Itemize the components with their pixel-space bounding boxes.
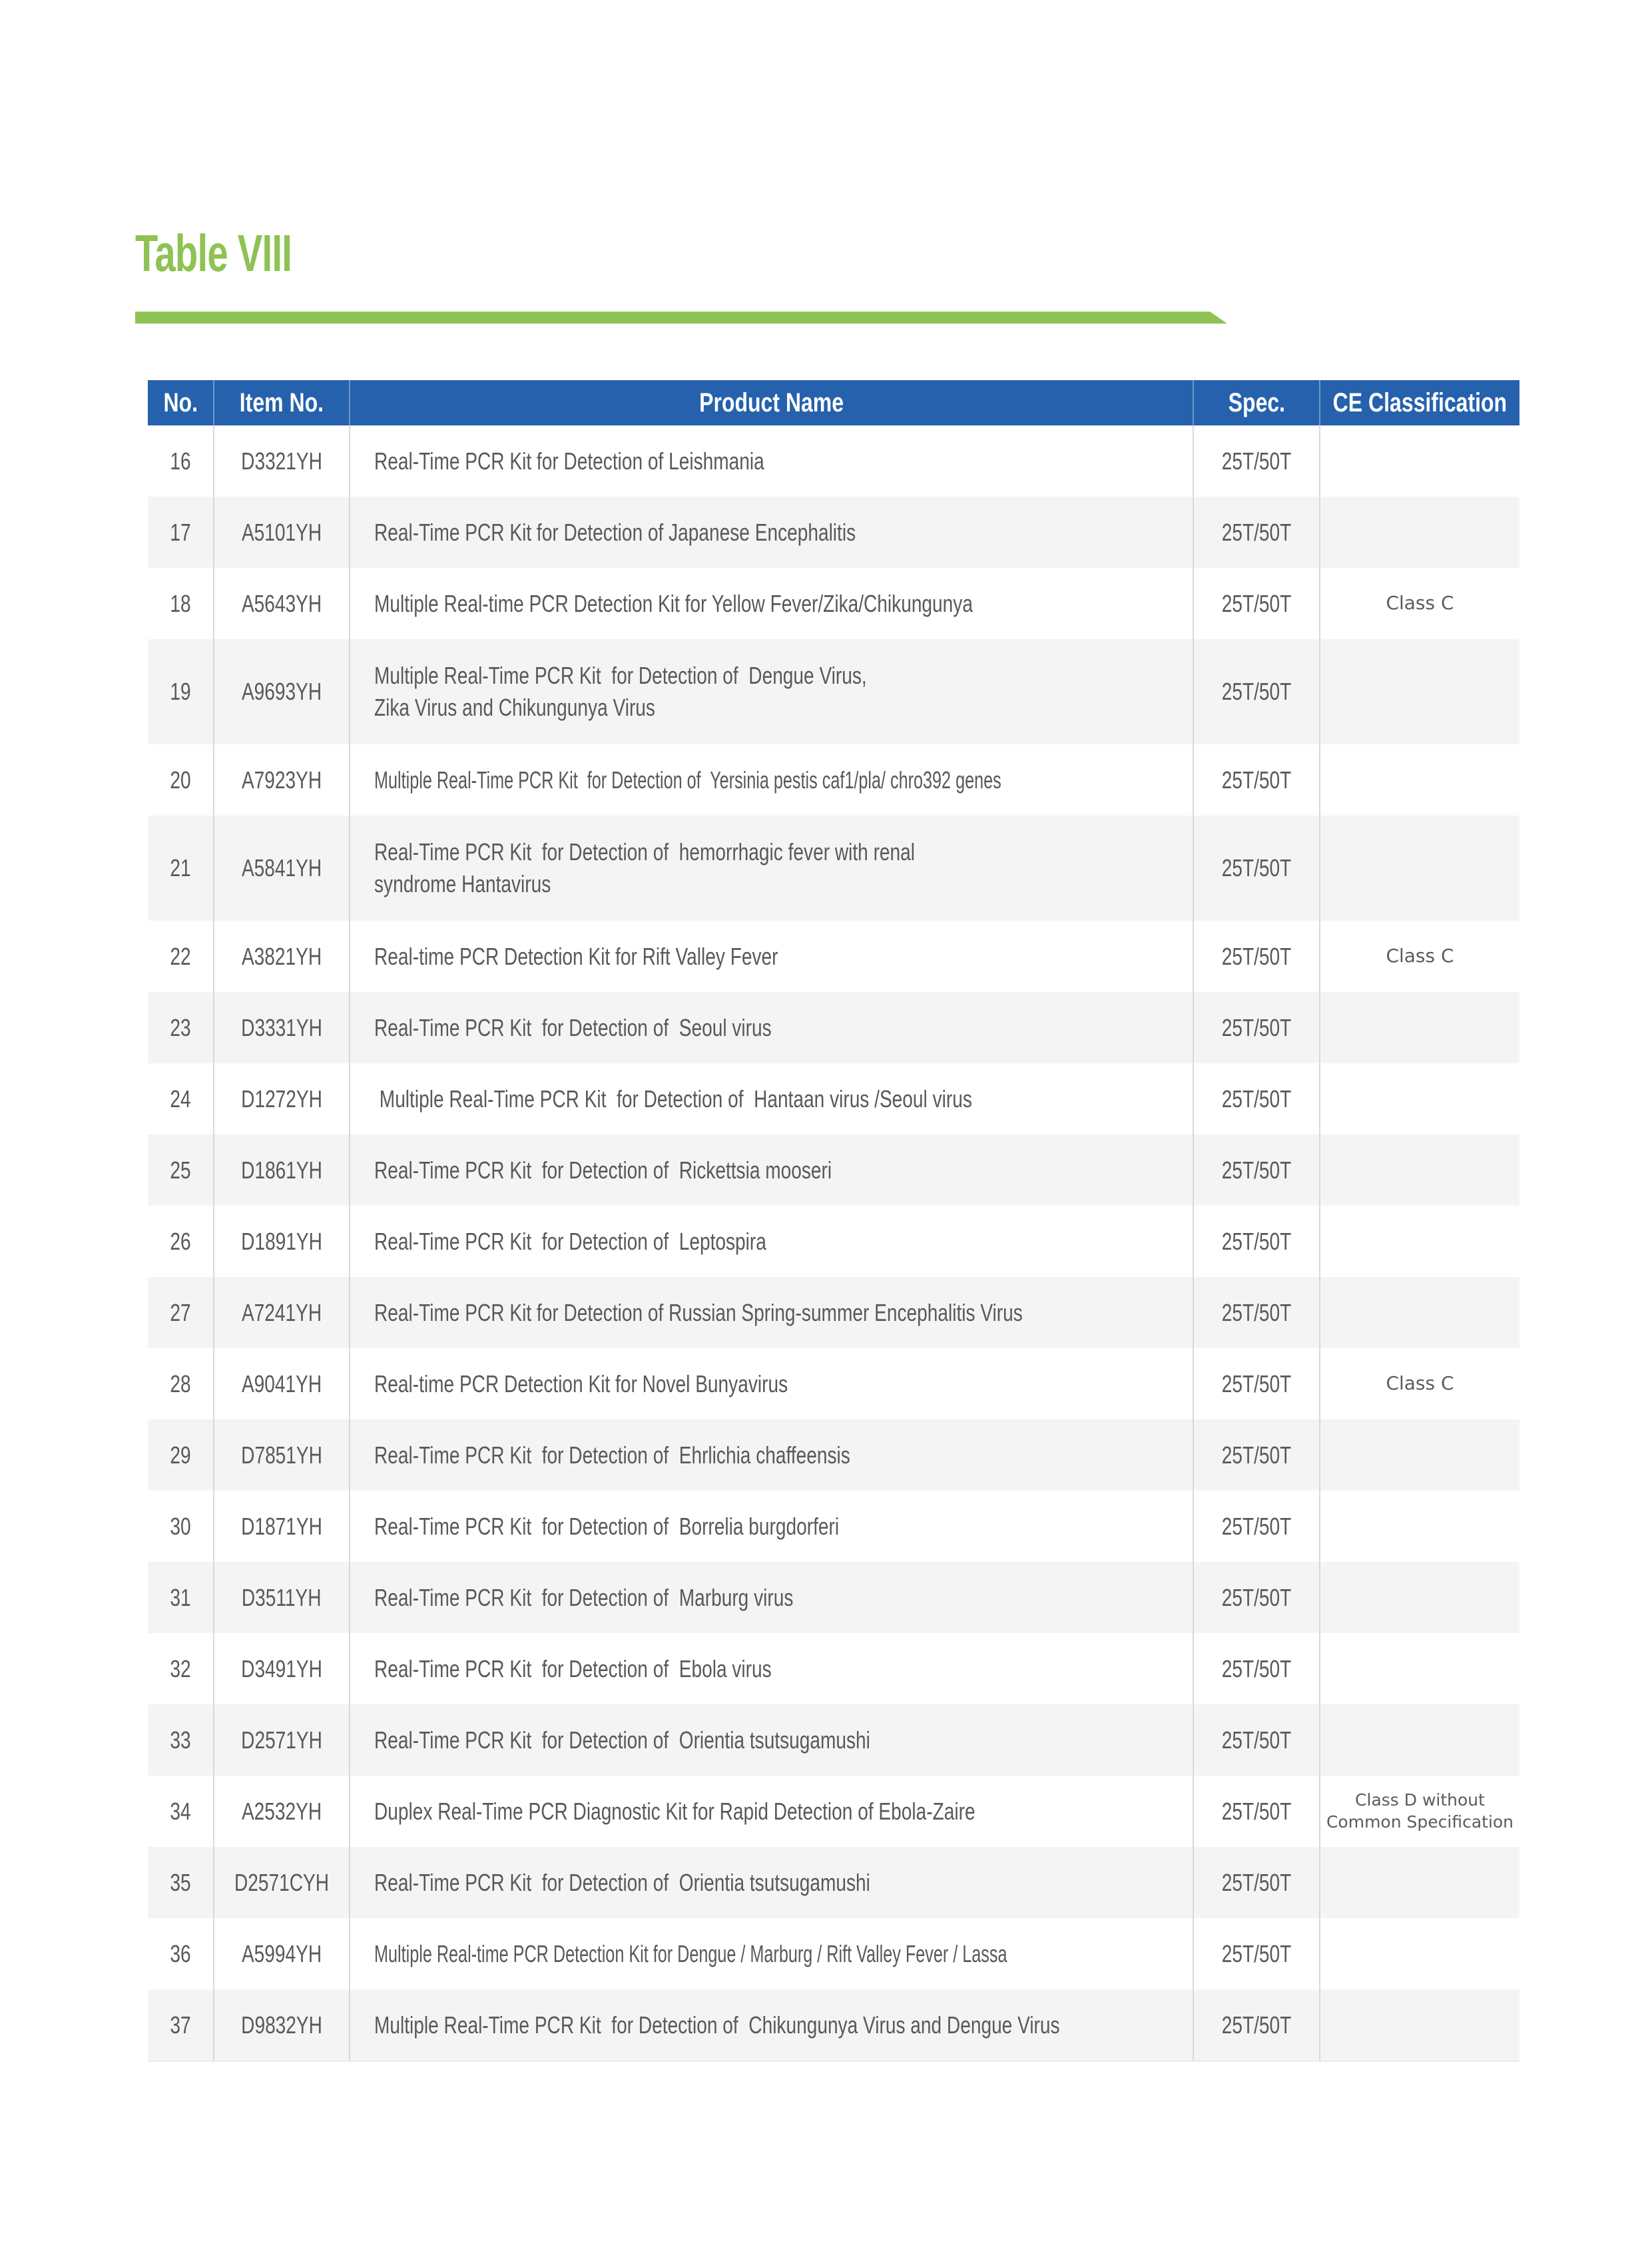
table-row: [148, 1206, 1519, 1277]
cell-item-no: D1272YH: [213, 1063, 349, 1134]
cell-ce-classification: [1319, 497, 1519, 568]
cell-item-no: D2571YH: [213, 1704, 349, 1776]
cell-no: 23: [170, 1013, 191, 1041]
cell-product-name: Multiple Real-Time PCR Kit for Detection of Hantaan virus /Seoul virus: [349, 1063, 1193, 1134]
cell-spec: 25T/50T: [1193, 1063, 1319, 1134]
cell-no: 18: [170, 589, 191, 617]
cell-ce-classification: [1319, 1134, 1519, 1206]
cell-item-no: A7923YH: [213, 744, 349, 816]
cell-item-no: D1861YH: [213, 1134, 349, 1206]
table-header-row: [148, 380, 1519, 425]
products-table: [148, 380, 1519, 2062]
table-row: [148, 1419, 1519, 1491]
table-row: [148, 1063, 1519, 1134]
table-row: [148, 1562, 1519, 1633]
cell-ce-classification: [1319, 1063, 1519, 1134]
table-row: [148, 425, 1519, 497]
cell-no: 25: [170, 1156, 191, 1184]
cell-spec: 25T/50T: [1193, 1989, 1319, 2061]
cell-product-name: Real-Time PCR Kit for Detection of Seoul virus: [349, 992, 1193, 1063]
cell-ce-classification: [1319, 1918, 1519, 1989]
cell-no: 35: [170, 1868, 191, 1896]
table-row: [148, 816, 1519, 921]
table-row: [148, 1918, 1519, 1989]
cell-product-name: Real-Time PCR Kit for Detection of Leishmania: [349, 425, 1193, 497]
cell-ce-classification: [1319, 1277, 1519, 1348]
cell-spec: 25T/50T: [1193, 1348, 1319, 1419]
cell-product-name: Real-Time PCR Kit for Detection of Orientia tsutsugamushi: [349, 1704, 1193, 1776]
cell-product-name: Multiple Real-Time PCR Kit for Detection of Yersinia pestis caf1/pla/ chro392 genes: [349, 744, 1193, 816]
cell-spec: 25T/50T: [1193, 1847, 1319, 1918]
cell-product-name: Duplex Real-Time PCR Diagnostic Kit for Rapid Detection of Ebola-Zaire: [349, 1776, 1193, 1847]
header-ce-classification-label: CE Classification: [1332, 387, 1508, 417]
cell-ce-classification: Class C: [1319, 1348, 1519, 1419]
table-row: [148, 639, 1519, 744]
cell-spec: 25T/50T: [1193, 1562, 1319, 1633]
header-spec-label: Spec.: [1228, 387, 1285, 417]
cell-ce-classification: [1319, 1847, 1519, 1918]
cell-ce-classification: [1319, 1989, 1519, 2061]
cell-ce-classification: [1319, 1562, 1519, 1633]
cell-product-name: Real-Time PCR Kit for Detection of Russian Spring-summer Encephalitis Virus: [349, 1277, 1193, 1348]
table-row: [148, 1847, 1519, 1918]
header-product-name-label: Product Name: [699, 387, 844, 417]
cell-ce-classification: [1319, 1633, 1519, 1704]
cell-product-name: Multiple Real-Time PCR Kit for Detection of Dengue Virus, Zika Virus and Chikungunya Virus: [349, 639, 1193, 744]
cell-item-no: D3491YH: [213, 1633, 349, 1704]
cell-item-no: A5643YH: [213, 568, 349, 639]
cell-spec: 25T/50T: [1193, 497, 1319, 568]
table-body: [148, 425, 1519, 2062]
cell-product-name: Real-Time PCR Kit for Detection of Ebola virus: [349, 1633, 1193, 1704]
cell-no: 37: [170, 2011, 191, 2039]
page-title: Table VIII: [135, 224, 292, 282]
cell-spec: 25T/50T: [1193, 425, 1319, 497]
cell-item-no: A9693YH: [213, 639, 349, 744]
header-spec: [1193, 380, 1319, 425]
table-row: [148, 1776, 1519, 1847]
table-row: [148, 1633, 1519, 1704]
cell-no: 17: [170, 518, 191, 546]
table-row: [148, 1134, 1519, 1206]
cell-item-no: A5841YH: [213, 816, 349, 921]
cell-ce-classification: Class C: [1319, 568, 1519, 639]
cell-product-name: Real-Time PCR Kit for Detection of Marburg virus: [349, 1562, 1193, 1633]
cell-ce-classification: Class D without Common Specification: [1319, 1776, 1519, 1847]
cell-item-no: D3321YH: [213, 425, 349, 497]
cell-ce-classification: [1319, 992, 1519, 1063]
cell-item-no: A5994YH: [213, 1918, 349, 1989]
cell-spec: 25T/50T: [1193, 1206, 1319, 1277]
table-row: [148, 921, 1519, 992]
cell-spec: 25T/50T: [1193, 816, 1319, 921]
cell-ce-classification: [1319, 816, 1519, 921]
cell-product-name: Multiple Real-time PCR Detection Kit for Yellow Fever/Zika/Chikungunya: [349, 568, 1193, 639]
cell-no: 24: [170, 1085, 191, 1113]
table-row: [148, 497, 1519, 568]
cell-item-no: D2571CYH: [213, 1847, 349, 1918]
table-row: [148, 1348, 1519, 1419]
cell-no: 20: [170, 766, 191, 794]
green-divider: [135, 312, 1227, 324]
cell-product-name: Real-time PCR Detection Kit for Rift Valley Fever: [349, 921, 1193, 992]
cell-item-no: D7851YH: [213, 1419, 349, 1491]
cell-product-name: Real-Time PCR Kit for Detection of Ehrlichia chaffeensis: [349, 1419, 1193, 1491]
cell-no: 34: [170, 1797, 191, 1825]
cell-item-no: D3511YH: [213, 1562, 349, 1633]
cell-ce-classification: [1319, 1704, 1519, 1776]
cell-no: 30: [170, 1512, 191, 1540]
table-row: [148, 1989, 1519, 2061]
header-no: [148, 380, 213, 425]
cell-item-no: A2532YH: [213, 1776, 349, 1847]
cell-spec: 25T/50T: [1193, 1419, 1319, 1491]
cell-product-name: Multiple Real-time PCR Detection Kit for Dengue / Marburg / Rift Valley Fever / Lassa: [349, 1918, 1193, 1989]
cell-spec: 25T/50T: [1193, 639, 1319, 744]
cell-spec: 25T/50T: [1193, 1134, 1319, 1206]
cell-item-no: D3331YH: [213, 992, 349, 1063]
table-row: [148, 1277, 1519, 1348]
cell-spec: 25T/50T: [1193, 921, 1319, 992]
cell-ce-classification: Class C: [1319, 921, 1519, 992]
cell-ce-classification: [1319, 425, 1519, 497]
cell-no: 29: [170, 1441, 191, 1469]
cell-spec: 25T/50T: [1193, 1918, 1319, 1989]
cell-product-name: Real-Time PCR Kit for Detection of Orientia tsutsugamushi: [349, 1847, 1193, 1918]
cell-spec: 25T/50T: [1193, 1491, 1319, 1562]
cell-no: 31: [170, 1583, 191, 1611]
header-item-no: [213, 380, 349, 425]
header-item-no-label: Item No.: [239, 387, 324, 417]
cell-ce-classification: [1319, 1491, 1519, 1562]
cell-item-no: A9041YH: [213, 1348, 349, 1419]
cell-ce-classification: [1319, 1206, 1519, 1277]
cell-ce-classification: [1319, 639, 1519, 744]
table-row: [148, 568, 1519, 639]
cell-no: 27: [170, 1298, 191, 1326]
cell-product-name: Real-Time PCR Kit for Detection of Rickettsia mooseri: [349, 1134, 1193, 1206]
table-row: [148, 1704, 1519, 1776]
cell-no: 26: [170, 1227, 191, 1255]
header-product-name: [349, 380, 1193, 425]
table-row: [148, 744, 1519, 816]
cell-product-name: Real-Time PCR Kit for Detection of hemorrhagic fever with renal syndrome Hantavirus: [349, 816, 1193, 921]
cell-spec: 25T/50T: [1193, 1633, 1319, 1704]
cell-no: 22: [170, 942, 191, 970]
table-row: [148, 992, 1519, 1063]
header-ce-classification: [1319, 380, 1519, 425]
header-no-label: No.: [163, 387, 198, 417]
cell-no: 32: [170, 1654, 191, 1682]
cell-item-no: A3821YH: [213, 921, 349, 992]
cell-spec: 25T/50T: [1193, 744, 1319, 816]
cell-spec: 25T/50T: [1193, 1776, 1319, 1847]
cell-product-name: Real-time PCR Detection Kit for Novel Bunyavirus: [349, 1348, 1193, 1419]
cell-ce-classification: [1319, 1419, 1519, 1491]
cell-spec: 25T/50T: [1193, 568, 1319, 639]
cell-product-name: Multiple Real-Time PCR Kit for Detection of Chikungunya Virus and Dengue Virus: [349, 1989, 1193, 2061]
cell-ce-classification: [1319, 744, 1519, 816]
cell-item-no: D1871YH: [213, 1491, 349, 1562]
cell-item-no: D1891YH: [213, 1206, 349, 1277]
cell-no: 19: [170, 678, 191, 706]
cell-item-no: A5101YH: [213, 497, 349, 568]
cell-spec: 25T/50T: [1193, 1277, 1319, 1348]
cell-no: 33: [170, 1726, 191, 1754]
cell-no: 21: [170, 854, 191, 882]
cell-no: 36: [170, 1939, 191, 1967]
cell-product-name: Real-Time PCR Kit for Detection of Leptospira: [349, 1206, 1193, 1277]
cell-spec: 25T/50T: [1193, 992, 1319, 1063]
cell-product-name: Real-Time PCR Kit for Detection of Borrelia burgdorferi: [349, 1491, 1193, 1562]
cell-no: 28: [170, 1370, 191, 1397]
cell-no: 16: [170, 447, 191, 475]
cell-item-no: D9832YH: [213, 1989, 349, 2061]
cell-spec: 25T/50T: [1193, 1704, 1319, 1776]
cell-product-name: Real-Time PCR Kit for Detection of Japanese Encephalitis: [349, 497, 1193, 568]
table-row: [148, 1491, 1519, 1562]
cell-item-no: A7241YH: [213, 1277, 349, 1348]
